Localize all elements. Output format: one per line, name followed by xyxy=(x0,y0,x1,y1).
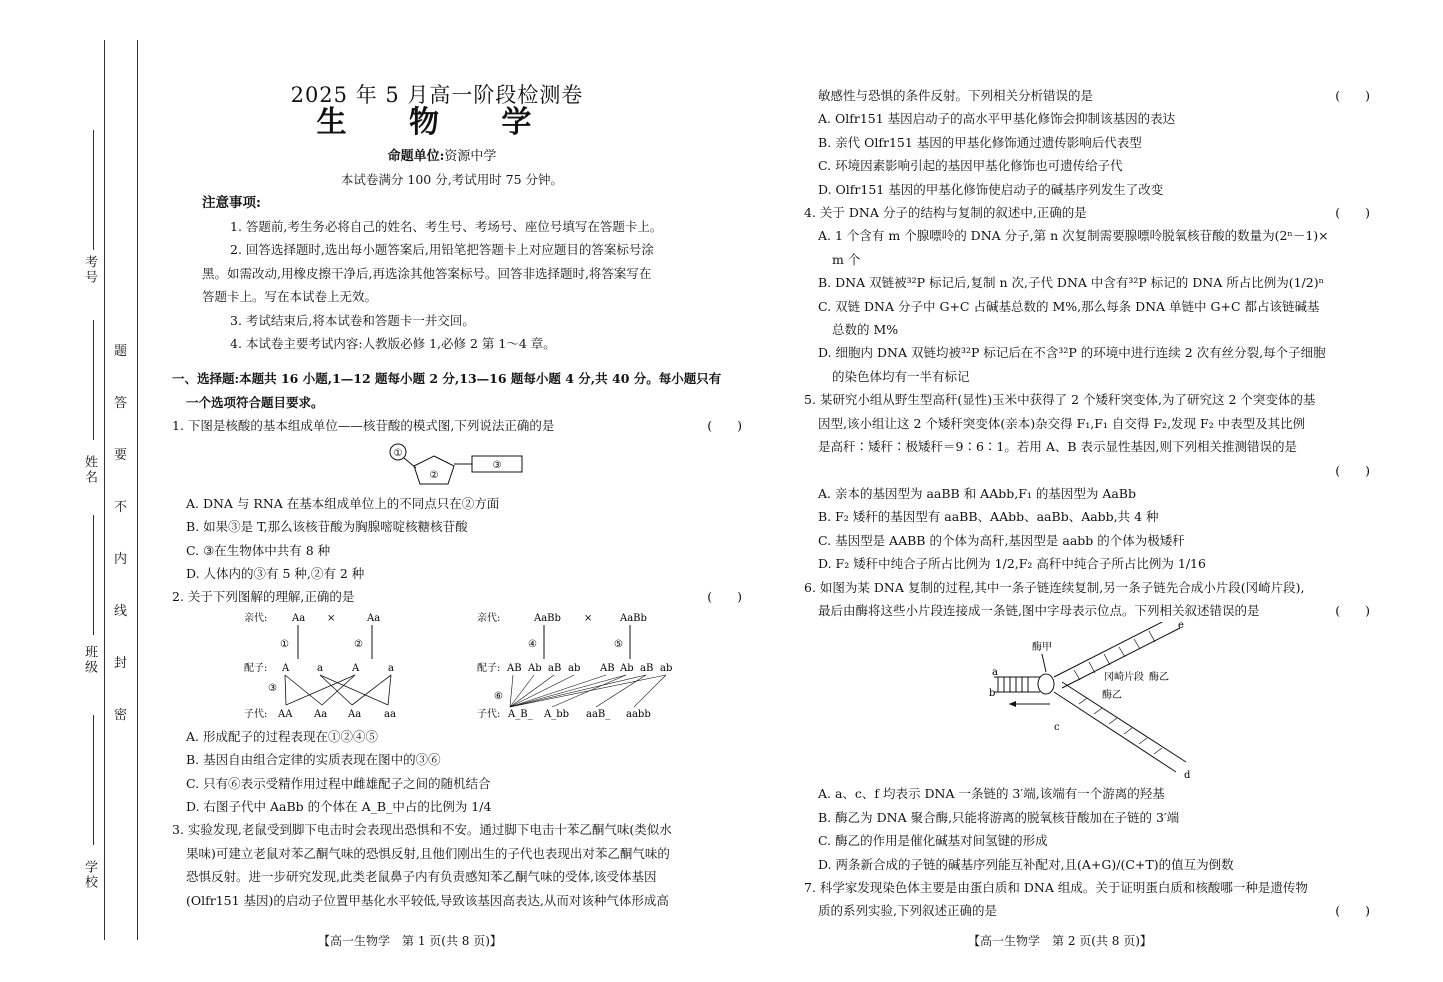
enzyme-a-label: 酶甲 xyxy=(1032,642,1052,654)
q3-line-5: 敏感性与恐惧的条件反射。下列相关分析错误的是 ( ) xyxy=(804,84,1370,107)
step-6: ⑥ xyxy=(494,690,503,702)
seal-line-text: 题 答 要 不 内 线 封 密 xyxy=(114,344,128,723)
q3-line-4: (Olfr151 基因)的启动子位置甲基化水平较低,导致该基因高表达,从而对该种气体形成高 xyxy=(186,892,669,908)
answer-bracket: ( ) xyxy=(1335,602,1370,618)
author-label: 命题单位: xyxy=(387,148,445,164)
right-offspring-2: A_bb xyxy=(544,708,570,720)
sugar-label: ② xyxy=(429,469,439,481)
exam-no-blank xyxy=(93,130,94,250)
dna-replication-diagram xyxy=(804,622,1370,782)
class-label: 班级 xyxy=(82,645,97,675)
answer-bracket: ( ) xyxy=(707,589,742,605)
answer-bracket: ( ) xyxy=(1335,903,1370,919)
point-a: a xyxy=(992,667,998,679)
q6-option-b: B. 酶乙为 DNA 聚合酶,只能将游离的脱氧核苷酸加在子链的 3′端 xyxy=(818,809,1180,825)
q4-stem: 4. 关于 DNA 分子的结构与复制的叙述中,正确的是 ( ) xyxy=(804,201,1370,224)
note-2: 2. 回答选择题时,选出每小题答案后,用铅笔把答题卡上对应题目的答案标号涂 xyxy=(230,242,654,258)
q5-option-d: D. F₂ 矮秆中纯合子所占比例为 1/2,F₂ 高秆中纯合子所占比例为 1/16 xyxy=(818,556,1206,572)
note-2c: 答题卡上。写在本试卷上无效。 xyxy=(202,289,378,305)
right-gamete-label: 配子: xyxy=(477,662,501,674)
subject-title: 生 物 学 xyxy=(316,105,558,141)
left-gamete-label: 配子: xyxy=(244,662,268,674)
q7-line-1: 7. 科学家发现染色体主要是由蛋白质和 DNA 组成。关于证明蛋白质和核酸哪一种是遗传物 xyxy=(804,879,1308,895)
point-d: d xyxy=(1184,770,1191,782)
left-offspring-2: Aa xyxy=(314,708,328,720)
q4-option-a: A. 1 个含有 m 个腺嘌呤的 DNA 分子,第 n 次复制需要腺嘌呤脱氧核苷酸的数量为(2ⁿ－1)× xyxy=(818,228,1329,244)
right-offspring-3: aaB_ xyxy=(586,708,611,720)
q5-option-c: C. 基因型是 AABB 的个体为高秆,基因型是 aabb 的个体为极矮秆 xyxy=(818,532,1185,548)
left-gamete-4: a xyxy=(388,662,394,674)
phosphate-label: ① xyxy=(393,447,403,459)
right-gamete-6: Ab xyxy=(620,662,634,674)
right-gamete-7: aB xyxy=(640,662,654,674)
left-gamete-2: a xyxy=(317,662,323,674)
left-offspring-3: Aa xyxy=(348,708,362,720)
left-column xyxy=(172,84,742,912)
q6-option-c: C. 酶乙的作用是催化碱基对间氢键的形成 xyxy=(818,833,1048,849)
section-1-heading: 一、选择题:本题共 16 小题,1—12 题每小题 2 分,13—16 题每小题 4 分,共 40 分。每小题只有 xyxy=(172,371,722,387)
step-3: ③ xyxy=(268,682,277,694)
answer-bracket: ( ) xyxy=(1335,462,1370,478)
note-2b: 黑。如需改动,用橡皮擦干净后,再选涂其他答案标号。回答非选择题时,将答案写在 xyxy=(202,265,652,281)
base-label: ③ xyxy=(492,459,502,471)
right-parent-label: 亲代: xyxy=(477,612,501,624)
exam-no-label: 考号 xyxy=(82,255,97,285)
step-1: ① xyxy=(280,638,289,650)
q2-option-a: A. 形成配子的过程表现在①②④⑤ xyxy=(186,728,378,744)
step-4: ④ xyxy=(528,638,537,650)
name-label: 姓名 xyxy=(82,455,97,485)
q5-line-2: 因型,该小组让这 2 个矮秆突变体(亲本)杂交得 F₁,F₁ 自交得 F₂,发现 F₂ 中表型及其比例 xyxy=(818,415,1306,431)
q5-bracket-line xyxy=(804,459,1370,482)
point-e: e xyxy=(1178,622,1184,632)
okazaki-label: 冈崎片段 xyxy=(1104,672,1144,684)
author-name: 资源中学 xyxy=(444,148,497,164)
q4-option-d-cont: 的染色体均有一半有标记 xyxy=(832,368,970,384)
class-blank xyxy=(93,515,94,635)
right-offspring-label: 子代: xyxy=(477,708,501,720)
q2-option-b: B. 基因自由组合定律的实质表现在图中的③⑥ xyxy=(186,752,441,768)
right-gamete-2: Ab xyxy=(528,662,542,674)
left-offspring-1: AA xyxy=(278,708,293,720)
author-line xyxy=(142,145,742,168)
q4-option-b: B. DNA 双链被³²P 标记后,复制 n 次,子代 DNA 中含有³²P 标记的 DNA 所占比例为(1/2)ⁿ xyxy=(818,275,1324,291)
q6-option-d: D. 两条新合成的子链的碱基序列能互补配对,且(A+G)/(C+T)的值互为倒数 xyxy=(818,856,1234,872)
q4-option-d: D. 细胞内 DNA 双链均被³²P 标记后在不含³²P 的环境中进行连续 2 次有丝分裂,每个子细胞 xyxy=(818,345,1326,361)
school-label: 学校 xyxy=(82,860,97,890)
q3-option-b: B. 亲代 Olfr151 基因的甲基化修饰通过遗传影响后代表型 xyxy=(818,134,1142,150)
q5-option-b: B. F₂ 矮秆的基因型有 aaBB、AAbb、aaBb、Aabb,共 4 种 xyxy=(818,509,1159,525)
q3-option-d: D. Olfr151 基因的甲基化修饰使启动子的碱基序列发生了改变 xyxy=(818,181,1164,197)
answer-bracket: ( ) xyxy=(1335,88,1370,103)
binding-line-inner xyxy=(137,40,138,940)
q3-line-1: 3. 实验发现,老鼠受到脚下电击时会表现出恐惧和不安。通过脚下电击十苯乙酮气味(类似水 xyxy=(172,822,672,838)
score-info: 本试卷满分 100 分,考试用时 75 分钟。 xyxy=(340,172,564,188)
point-b: b xyxy=(989,688,996,700)
right-parent-2: AaBb xyxy=(620,612,647,624)
right-gamete-3: aB xyxy=(548,662,562,674)
q7-line-2: 质的系列实验,下列叙述正确的是 ( ) xyxy=(804,899,1370,922)
note-4: 4. 本试卷主要考试内容:人教版必修 1,必修 2 第 1～4 章。 xyxy=(230,336,556,352)
q6-line-2: 最后由酶将这些小片段连接成一条链,图中字母表示位点。下列相关叙述错误的是 ( ) xyxy=(804,599,1370,622)
footer-left: 【高一生物学 第 1 页(共 8 页)】 xyxy=(318,934,502,948)
left-offspring-4: aa xyxy=(384,708,396,720)
q5-option-a: A. 亲本的基因型为 aaBB 和 AAbb,F₁ 的基因型为 AaBb xyxy=(818,485,1136,501)
q2-stem: 2. 关于下列图解的理解,正确的是 ( ) xyxy=(172,585,742,608)
left-offspring-label: 子代: xyxy=(244,708,268,720)
right-column xyxy=(804,84,1370,923)
q1-stem: 1. 下图是核酸的基本组成单位——核苷酸的模式图,下列说法正确的是 ( ) xyxy=(172,414,742,437)
right-offspring-4: aabb xyxy=(626,708,651,720)
q3-line-2: 果味)可建立老鼠对苯乙酮气味的恐惧反射,且他们刚出生的子代也表现出对苯乙酮气味的 xyxy=(186,845,670,861)
answer-bracket: ( ) xyxy=(1335,205,1370,221)
answer-bracket: ( ) xyxy=(707,418,742,434)
right-offspring-1: A_B_ xyxy=(508,708,533,720)
q2-option-d: D. 右图子代中 AaBb 的个体在 A_B_中占的比例为 1/4 xyxy=(186,798,492,814)
left-parent-label: 亲代: xyxy=(244,612,268,624)
nucleotide-diagram xyxy=(172,438,742,488)
point-c: c xyxy=(1054,722,1060,734)
step-5: ⑤ xyxy=(614,638,623,650)
left-gamete-1: A xyxy=(282,662,290,674)
exam-title: 2025 年 5 月高一阶段检测卷 xyxy=(290,83,584,107)
q2-option-c: C. 只有⑥表示受精作用过程中雌雄配子之间的随机结合 xyxy=(186,775,491,791)
right-parent-1: AaBb xyxy=(534,612,561,624)
q1-option-c: C. ③在生物体中共有 8 种 xyxy=(186,542,331,558)
left-parent-1: Aa xyxy=(292,612,306,624)
school-blank xyxy=(93,715,94,845)
q4-option-c-cont: 总数的 M% xyxy=(832,322,899,338)
right-gamete-8: ab xyxy=(660,662,673,674)
section-1-heading-2: 一个选项符合题目要求。 xyxy=(186,394,324,410)
binding-line-outer xyxy=(104,40,105,940)
q3-line-3: 恐惧反射。进一步研究发现,此类老鼠鼻子内有负责感知苯乙酮气味的受体,该受体基因 xyxy=(186,869,657,885)
step-2: ② xyxy=(354,638,363,650)
q3-option-c: C. 环境因素影响引起的基因甲基化修饰也可遗传给子代 xyxy=(818,158,1123,174)
left-gamete-3: A xyxy=(352,662,360,674)
cross-diagram xyxy=(172,609,742,721)
q1-option-d: D. 人体内的③有 5 种,②有 2 种 xyxy=(186,565,365,581)
footer-right: 【高一生物学 第 2 页(共 8 页)】 xyxy=(968,934,1152,948)
q3-option-a: A. Olfr151 基因启动子的高水平甲基化修饰会抑制该基因的表达 xyxy=(818,111,1176,127)
q5-line-1: 5. 某研究小组从野生型高秆(显性)玉米中获得了 2 个矮秆突变体,为了研究这 2 个突变体的基 xyxy=(804,392,1316,408)
enzyme-b2-label: 酶乙 xyxy=(1102,690,1122,702)
left-parent-2: Aa xyxy=(367,612,381,624)
q4-option-a-cont: m 个 xyxy=(832,251,861,267)
q4-option-c: C. 双链 DNA 分子中 G+C 占碱基总数的 M%,那么每条 DNA 单链中 G+C 都占该链碱基 xyxy=(818,298,1320,314)
right-gamete-4: ab xyxy=(568,662,581,674)
name-blank xyxy=(93,320,94,440)
left-cross: × xyxy=(327,612,336,624)
right-gamete-5: AB xyxy=(600,662,615,674)
q1-option-b: B. 如果③是 T,那么该核苷酸为胸腺嘧啶核糖核苷酸 xyxy=(186,519,468,535)
q6-option-a: A. a、c、f 均表示 DNA 一条链的 3′端,该端有一个游离的羟基 xyxy=(818,786,1165,802)
q1-option-a: A. DNA 与 RNA 在基本组成单位上的不同点只在②方面 xyxy=(186,495,500,511)
q5-line-3: 是高秆∶矮秆∶极矮秆＝9∶6∶1。若用 A、B 表示显性基因,则下列相关推测错误的是 xyxy=(818,439,1297,455)
note-1: 1. 答题前,考生务必将自己的姓名、考生号、考场号、座位号填写在答题卡上。 xyxy=(230,219,663,235)
enzyme-b-label: 酶乙 xyxy=(1149,672,1169,684)
right-gamete-1: AB xyxy=(507,662,522,674)
right-cross: × xyxy=(584,612,593,624)
notes-title: 注意事项: xyxy=(202,194,261,211)
q6-line-1: 6. 如图为某 DNA 复制的过程,其中一条子链连续复制,另一条子链先合成小片段(冈崎片段), xyxy=(804,579,1305,595)
note-3: 3. 考试结束后,将本试卷和答题卡一并交回。 xyxy=(230,312,475,328)
